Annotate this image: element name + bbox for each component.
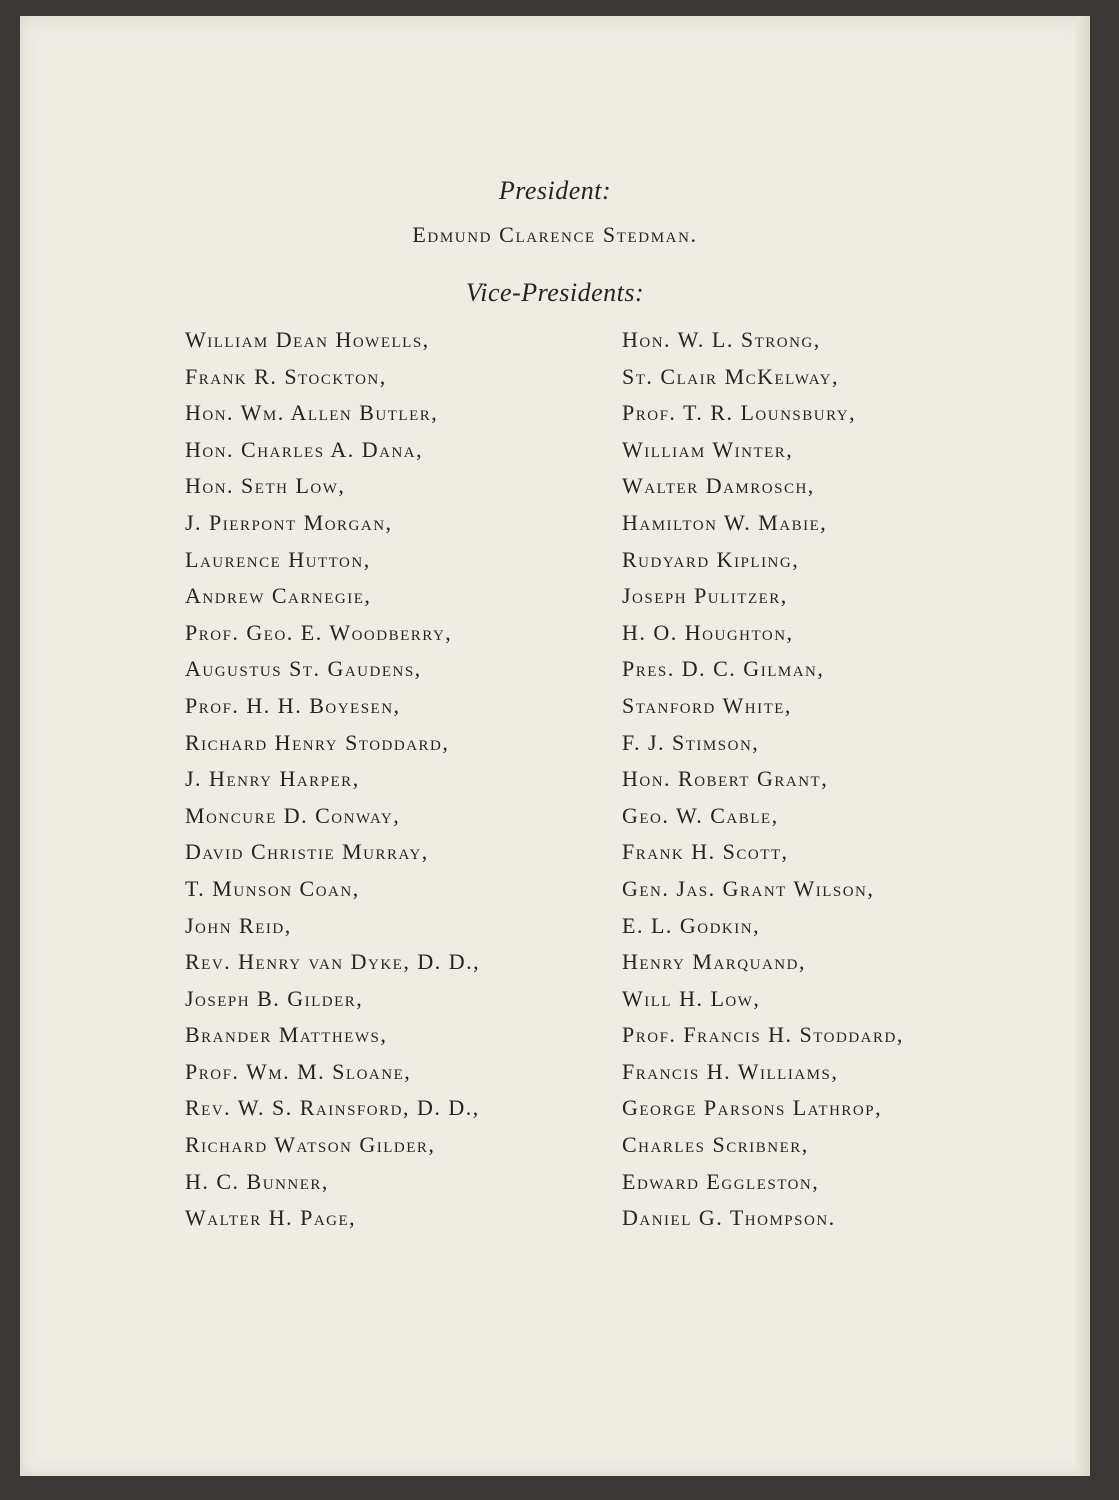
list-item: Daniel G. Thompson.	[622, 1205, 836, 1231]
list-item: Walter H. Page,	[185, 1205, 357, 1231]
vice-presidents-heading: Vice-Presidents:	[465, 278, 645, 307]
list-item: Henry Marquand,	[622, 949, 806, 975]
list-item: St. Clair McKelway,	[622, 363, 840, 389]
list-item: Hamilton W. Mabie,	[622, 509, 828, 535]
list-item: Walter Damrosch,	[622, 473, 815, 499]
list-item: Prof. H. H. Boyesen,	[185, 692, 401, 718]
list-item: Andrew Carnegie,	[185, 583, 372, 609]
list-item: Hon. Charles A. Dana,	[185, 436, 424, 462]
list-item: Joseph Pulitzer,	[622, 583, 788, 609]
list-item: Rudyard Kipling,	[622, 546, 800, 572]
list-item: Hon. Robert Grant,	[622, 766, 829, 792]
list-item: Pres. D. C. Gilman,	[622, 656, 825, 682]
list-item: Hon. W. L. Strong,	[622, 327, 821, 352]
list-item: Stanford White,	[622, 692, 792, 718]
list-item: John Reid,	[185, 912, 292, 938]
list-item: H. O. Houghton,	[622, 619, 794, 645]
vice-presidents-left-column	[185, 322, 480, 1237]
list-item: Charles Scribner,	[622, 1132, 809, 1158]
list-item: Geo. W. Cable,	[622, 802, 779, 828]
list-item: Moncure D. Conway,	[185, 802, 401, 828]
list-item: Joseph B. Gilder,	[185, 985, 364, 1011]
list-item: Will H. Low,	[622, 985, 761, 1011]
vice-presidents-right-column	[622, 322, 904, 1237]
list-item: William Dean Howells,	[185, 327, 430, 352]
list-item: E. L. Godkin,	[622, 912, 761, 938]
president-name: Edmund Clarence Stedman.	[412, 222, 698, 247]
president-heading: President:	[498, 176, 612, 205]
list-item: J. Henry Harper,	[185, 766, 360, 792]
list-item: Prof. Geo. E. Woodberry,	[185, 619, 453, 645]
list-item: Rev. Henry van Dyke, D. D.,	[185, 949, 481, 975]
list-item: Hon. Seth Low,	[185, 473, 346, 499]
list-item: Laurence Hutton,	[185, 546, 371, 572]
list-item: Prof. Francis H. Stoddard,	[622, 1022, 904, 1048]
list-item: Frank R. Stockton,	[185, 363, 387, 389]
list-item: Prof. Wm. M. Sloane,	[185, 1058, 412, 1084]
list-item: T. Munson Coan,	[185, 875, 360, 901]
list-item: Brander Matthews,	[185, 1022, 388, 1048]
list-item: Hon. Wm. Allen Butler,	[185, 400, 439, 426]
list-item: Gen. Jas. Grant Wilson,	[622, 875, 875, 901]
list-item: F. J. Stimson,	[622, 729, 760, 755]
list-item: Francis H. Williams,	[622, 1058, 839, 1084]
list-item: Augustus St. Gaudens,	[185, 656, 422, 682]
list-item: William Winter,	[622, 436, 794, 462]
document-page	[20, 16, 1090, 1476]
list-item: David Christie Murray,	[185, 839, 429, 865]
list-item: H. C. Bunner,	[185, 1168, 329, 1194]
list-item: Frank H. Scott,	[622, 839, 789, 865]
list-item: Rev. W. S. Rainsford, D. D.,	[185, 1095, 480, 1121]
list-item: George Parsons Lathrop,	[622, 1095, 883, 1121]
list-item: Prof. T. R. Lounsbury,	[622, 400, 857, 426]
list-item: J. Pierpont Morgan,	[185, 509, 393, 535]
list-item: Richard Watson Gilder,	[185, 1132, 436, 1158]
list-item: Richard Henry Stoddard,	[185, 729, 450, 755]
list-item: Edward Eggleston,	[622, 1168, 820, 1194]
